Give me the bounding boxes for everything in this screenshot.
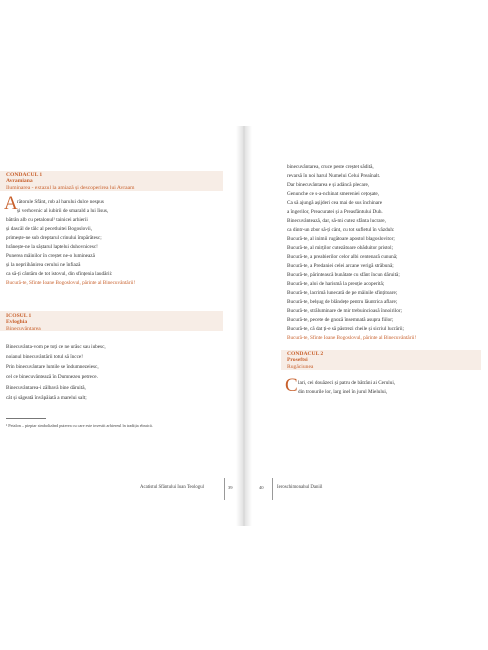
left-page-number: 39 [228, 485, 233, 490]
icosul-1-line: Binecuvânta-vom pe toți ce ne urăsc sau iubesc, [6, 344, 106, 350]
continuation-line: Bucură-te, belșug de blândețe pentru lăuntrica aflare; [287, 299, 398, 305]
icosul-1-line: cât și săgeată învăpăiată a marelui salt; [6, 395, 87, 401]
continuation-line: Bucură-te, aloi de harismă la preoție acoperită; [287, 281, 385, 287]
icosul-1-line: Prin binecuvântare lumile se îndumnezeiesc, [6, 364, 99, 370]
continuation-line: Bucură-te, pecete de gnoză însemnată asupra fiilor; [287, 317, 394, 323]
condacul-2-name: Proseftsi [287, 357, 308, 363]
right-refrain: Bucură-te, Sfinte Ioane Bogoslovul, părinte al Binecuvântării! [287, 335, 417, 341]
condacul-1-dropcap: A [4, 193, 18, 214]
right-page-number: 40 [259, 485, 264, 490]
continuation-line: Dar binecuvântarea e și adâncă plecare, [287, 182, 370, 188]
footnote-rule [6, 418, 46, 419]
continuation-line: Binecuvântează, dar, să-mi cutez sfânta lucrare, [287, 218, 386, 224]
left-page [0, 0, 243, 650]
continuation-line: ca dintr-un zbor să-ți cânt, cu tot sufletul în văzduh: [287, 227, 395, 233]
continuation-line: Bucură-te, că dat ți-e să păstrezi cheile și sicriul lucrării; [287, 326, 404, 332]
continuation-line: Bucură-te, lacrimă lunecată de pe mâinile sfințitoare; [287, 290, 398, 296]
icosul-1-line: Binecuvântarea-i zălbavă bine dăruită, [6, 385, 86, 391]
continuation-line: Bucură-te, a Predaniei celei arcane verigă străbună; [287, 263, 394, 269]
condacul-1-line: și verhovnic al iubirii de smarald a lui Iisus, [17, 208, 109, 214]
icosul-1-subtitle: Binecuvântarea [6, 326, 41, 332]
condacul-1-line: rătorule Sfânt, rob al harului dulce nespus [17, 199, 104, 205]
condacul-1-line: și dascăl de tâlc al pecetluitei Bogoslovii, [6, 226, 93, 232]
condacul-1-line: ca să-ți cântăm de tot istovul, din sfințenia laudării: [6, 271, 113, 277]
condacul-1-line: primește-ne sub dreptarul crinului împărătesc; [6, 235, 102, 241]
condacul-1-refrain: Bucură-te, Sfinte Ioane Bogoslovul, părinte al Binecuvântării! [6, 280, 136, 286]
condacul-2-line: din tronurile lor, larg inel în jurul Mielului, [298, 389, 388, 395]
continuation-line: Genunche ce s-a-nchinat smereniei cețoșate, [287, 191, 380, 197]
icosul-1-line: cel ce binecuvântează în Dumnezeu petrece. [6, 374, 98, 380]
continuation-line: a îngerilor, Preacuratei și a Preasfântului Duh. [287, 209, 383, 215]
icosul-1-line: noianul binecuvântării totul să încce! [6, 354, 83, 360]
continuation-line: Bucură-te, al inimii rugătoare apostol blagoslovitor; [287, 236, 395, 242]
footnote: ¹ Petalon – pieptar simbolizând puterea cu care este investit arhiereul în tradiția ebraică. [6, 423, 153, 428]
condacul-1-name: Avramiana [6, 178, 33, 184]
condacul-1-subtitle: Iluminarea - extazul la amiază și descoperirea lui Avraam [6, 185, 135, 191]
right-footer-title: Ieroschimonahul Daniil [277, 485, 323, 490]
condacul-2-dropcap: C [285, 375, 298, 396]
continuation-line: Bucură-te, al mirților cutezătoare obăduitor pristol; [287, 245, 394, 251]
icosul-1-title: ICOSUL 1 [6, 313, 32, 319]
condacul-1-line: bătrân alb cu petalonul¹ tainicei arhierii [6, 217, 88, 223]
right-page [245, 0, 488, 650]
condacul-1-title: CONDACUL 1 [6, 172, 43, 178]
continuation-line: Bucură-te, străluminare de mir trebuincioasă înnoirilor; [287, 308, 402, 314]
continuation-line: Bucură-te, a preabierilor celor albi centenară cunună; [287, 254, 398, 260]
condacul-2-subtitle: Rugăciunea [287, 364, 314, 370]
left-footer-divider [224, 478, 225, 500]
right-footer-divider [272, 478, 273, 500]
condacul-1-line: hrănește-ne la sâștarul laptelui duhovnicesc! [6, 244, 98, 250]
condacul-1-line: Punerea mâinilor în creștet ne-o luminează [6, 253, 95, 259]
condacul-2-line: lari, cei douăzeci și patru de bătrâni ai Cerului, [298, 380, 396, 386]
continuation-line: revarsă în noi harul Numelui Celui Preaînalt. [287, 173, 381, 179]
continuation-line: Bucură-te, părintească bunătate cu sfânt încun dăruită; [287, 272, 400, 278]
icosul-1-name: Evloghia [6, 319, 28, 325]
condacul-2-title: CONDACUL 2 [287, 351, 324, 357]
condacul-1-line: și la nepriihănirea cerului ne înfiază [6, 262, 81, 268]
continuation-line: Ca să ajungă așijderi cea mai de sus închinare [287, 200, 383, 206]
continuation-line: binecuvântarea, cruce peste creștet sădită, [287, 164, 374, 170]
left-footer-title: Acatistul Sfântului Ioan Teologul [140, 485, 204, 490]
